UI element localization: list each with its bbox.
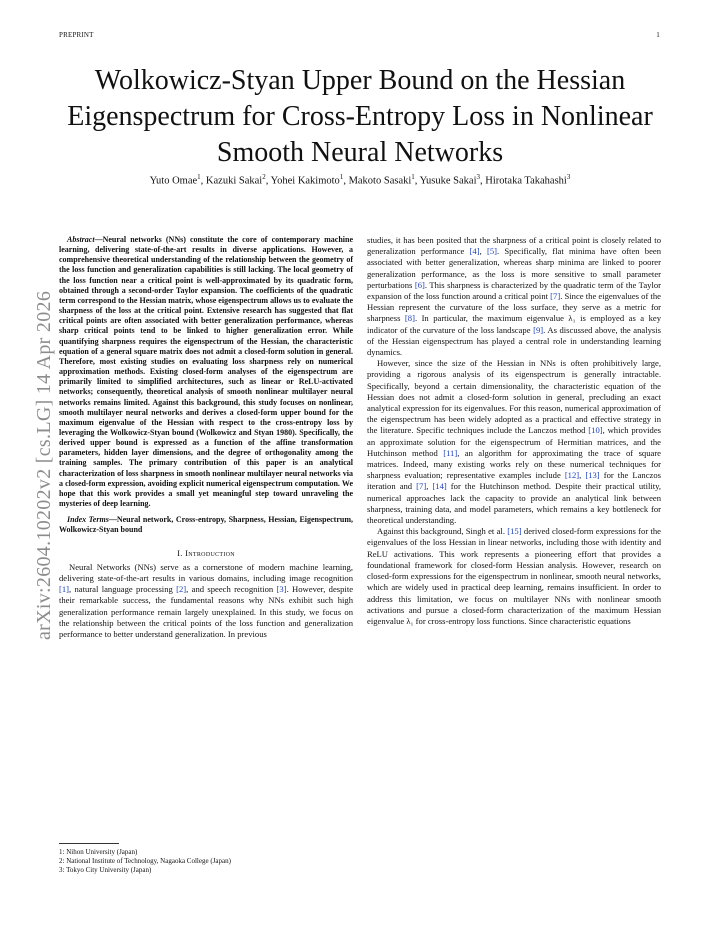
intro-paragraph-1: Neural Networks (NNs) serve as a cornerstone of modern machine learning, delivering state-of-the-art results in various domains, including image recognition [1], natural language processing [2], and speech recognition [3]. However, despite their remarkable success, the fundamental reasons why NNs exhibit such high generalization performance remain largely unexplained. In this study, we focus on the relationship between the critical points of the loss function and generalization performance to better understand generalization. In previous: [59, 561, 354, 639]
abstract: [59, 235, 353, 509]
citation-link[interactable]: [1]: [59, 584, 70, 595]
left-column: [59, 235, 353, 640]
citation-link[interactable]: [13]: [585, 470, 600, 481]
page-number: 1: [656, 31, 660, 39]
author-name: Hirotaka Takahashi: [485, 175, 567, 187]
index-terms-lead: Index Terms: [67, 515, 109, 525]
footnote-2: 2: National Institute of Technology, Nagaoka College (Japan): [59, 857, 231, 865]
abstract-text: —Neural networks (NNs) constitute the core of contemporary machine learning, delivering state-of-the-art results in diverse applications. However, a comprehensive theoretical understanding of the relationship between the geometry of the loss function and generalization capabilities is still lacking. The local geometry of the loss function near a critical point is well-approximated by its quadratic form, obtained through a second-order Taylor expansion. The coefficients of the quadratic term correspond to the Hessian matrix, whose eigenspectrum allows us to evaluate the sharpness of the loss at the critical point. Extensive research has suggested that flat critical points are often associated with better generalization performance, whereas sharp critical points tend to be linked to higher generalization error. While quantifying sharpness requires the eigenspectrum of the Hessian, the characteristic equation of a general square matrix does not admit a closed-form solution in general. Therefore, most existing studies on evaluating loss sharpness rely on numerical approximation methods. Existing closed-form analyses of the eigenspectrum are primarily limited to simplified architectures, such as linear or ReLU-activated networks; consequently, theoretical analysis of smooth nonlinear multilayer neural networks remains limited. Against this background, this study focuses on nonlinear, smooth multilayer neural networks and derives a closed-form upper bound for the maximum eigenvalue of the Hessian with respect to the cross-entropy loss by leveraging the Wolkowicz-Styan bound (Wolkowicz and Styan 1980). Specifically, the derived upper bound is expressed as a function of the affine transformation parameters, hidden layer dimensions, and the degree of orthogonality among the training samples. The primary contribution of this paper is an analytical characterization of loss sharpness in smooth nonlinear multilayer neural networks via a closed-form expression, avoiding explicit numerical eigenspectrum computation. We hope that this work provides a small yet meaningful step toward unraveling the mysteries of deep learning.: [59, 235, 353, 509]
author-name: Yohei Kakimoto: [270, 175, 340, 187]
footnote-1: 1: Nihon University (Japan): [59, 848, 138, 856]
running-header-left: PREPRINT: [59, 31, 94, 39]
author-name: Kazuki Sakai: [205, 175, 263, 187]
intro-paragraph-2: studies, it has been posited that the sharpness of a critical point is closely related to generalization performance [4], [5]. Specifically, flat minima have often been associated with better generalization, whereas sharp minima are linked to poorer generalization performance, as the loss is more sensitive to small parameter perturbations [6]. This sharpness is characterized by the quadratic term of the Taylor expansion of the loss function around a critical point [7]. Since the eigenvalues of the Hessian represent the curvature of the loss surface, they serve as a metric for sharpness [8]. In particular, the maximum eigenvalue λ₁ is employed as a key indicator of the curvature of the loss landscape [9]. As discussed above, the analysis of the Hessian eigenspectrum has played a central role in understanding learning dynamics.: [367, 235, 662, 358]
citation-link[interactable]: [4]: [469, 246, 480, 257]
citation-link[interactable]: [2]: [176, 584, 187, 595]
citation-link[interactable]: [7]: [550, 291, 561, 302]
author-list: Yuto Omae$^1$, Kazuki Sakai$^2$, Yohei Kakimoto$^1$, Makoto Sasaki$^1$, Yusuke Sakai$^3$, Hirotaka Takahashi$^3$: [149, 173, 571, 187]
footnote-3: 3: Tokyo City University (Japan): [59, 866, 152, 874]
citation-link[interactable]: [10]: [588, 425, 603, 436]
citation-link[interactable]: [6]: [414, 279, 425, 290]
author-affiliation-mark: 1: [339, 173, 344, 181]
arxiv-watermark: arXiv:2604.10202v2 [cs.LG] 14 Apr 2026: [33, 290, 55, 640]
author-affiliation-mark: 3: [566, 173, 571, 181]
author-affiliation-mark: 1: [411, 173, 415, 181]
right-column: [367, 235, 661, 627]
intro-paragraph-3: However, since the size of the Hessian in NNs is often prohibitively large, providing a rigorous analysis of its eigenspectrum is generally intractable. Specifically, beyond a certain dimensionality, the characteristic equation of the Hessian does not admit a closed-form solution in general, precluding an exact analytical expression for its eigenvalues. For this reason, numerical approximation of the eigenspectrum has been widely adopted as a practical and effective strategy in the literature. Specific techniques include the Lanczos method [10], which provides an approximate solution for the eigenspectrum of Hermitian matrices, and the Hutchinson method [11], an algorithm for approximating the trace of square matrices. Indeed, many existing works rely on these numerical techniques for sharpness evaluation; representative examples include [12], [13] for the Lanczos iteration and [7], [14] for the Hutchinson method. Despite their practical utility, numerical approaches lack the capacity to provide an analytical link between sharpness, training data, and model parameters, which remains a key bottleneck for theoretical understanding.: [367, 358, 662, 526]
citation-link[interactable]: [8]: [404, 313, 415, 324]
intro-paragraph-4: Against this background, Singh et al. [15] derived closed-form expressions for the eigenvalues of the loss Hessian in linear networks, including those with identity and ReLU activations. This work represents a pioneering effort that provides a foundational framework for closed-form Hessian analysis. However, research on closed-form expressions for the eigenspectrum in nonlinear, smooth neural networks, which are widely used in practical deep learning, remains insufficient. In order to address this limitation, we focus on multilayer NNs with nonlinear smooth activations and pursue a closed-form characterization of the maximum Hessian eigenvalue λ₁ for cross-entropy loss functions. Since characteristic equations: [367, 526, 661, 626]
section-heading-introduction: I. Introduction: [177, 547, 235, 558]
author-affiliation-mark: 3: [476, 173, 481, 181]
citation-link[interactable]: [15]: [507, 526, 522, 537]
paper-title: Wolkowicz-Styan Upper Bound on the Hessian Eigenspectrum for Cross-Entropy Loss in Nonlinear Smooth Neural Networks: [67, 65, 653, 168]
citation-link[interactable]: [9]: [533, 324, 544, 335]
citation-link[interactable]: [3]: [276, 584, 287, 595]
index-terms-text: —Neural network, Cross-entropy, Sharpness, Hessian, Eigenspectrum, Wolkowicz-Styan bound: [59, 515, 353, 535]
citation-link[interactable]: [7]: [416, 481, 427, 492]
citation-link[interactable]: [11]: [443, 447, 458, 458]
author-name: Yuto Omae: [149, 175, 198, 187]
footnote-rule: [59, 843, 119, 844]
abstract-lead: Abstract: [67, 235, 95, 244]
footnotes: [59, 848, 353, 875]
citation-link[interactable]: [12]: [564, 470, 580, 481]
citation-link[interactable]: [5]: [486, 246, 498, 257]
author-name: Makoto Sasaki: [348, 175, 412, 187]
author-name: Yusuke Sakai: [419, 175, 477, 187]
author-affiliation-mark: 1: [197, 173, 201, 181]
author-affiliation-mark: 2: [262, 173, 266, 181]
index-terms: [59, 515, 353, 535]
citation-link[interactable]: [14]: [432, 481, 447, 492]
